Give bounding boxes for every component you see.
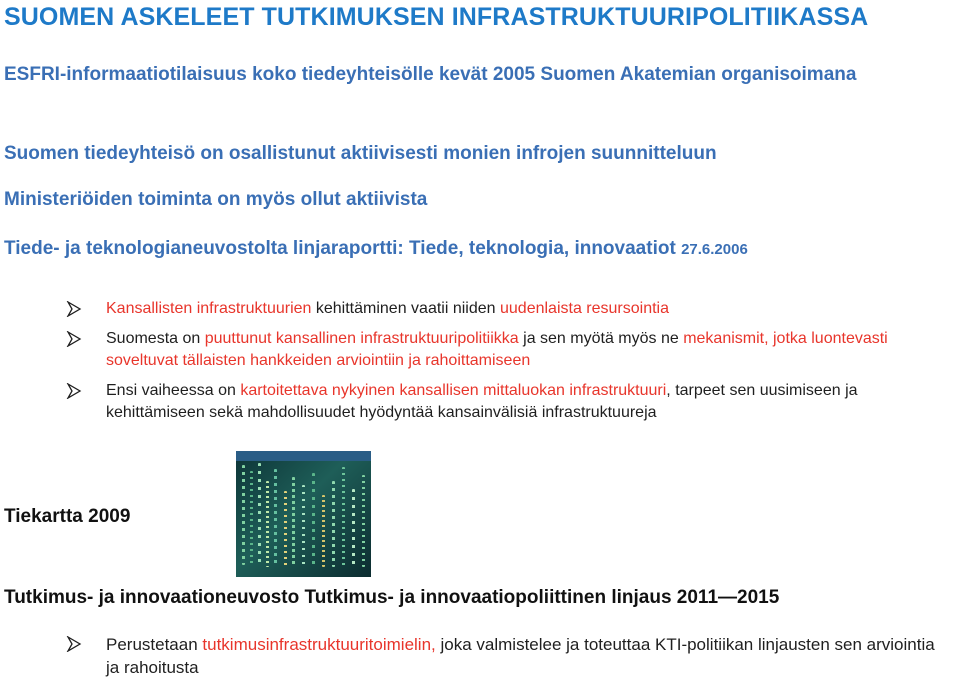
bullet-text — [106, 330, 888, 369]
arrowhead-bullet-icon — [66, 331, 82, 347]
list-item — [66, 328, 946, 372]
research-policy-heading: Tutkimus- ja innovaationeuvosto Tutkimus- ja innovaatiopoliittinen linjaus 2011—2015 — [4, 587, 780, 608]
bullet-text — [106, 300, 669, 317]
esfri-line: ESFRI-informaatiotilaisuus koko tiedeyhteisölle kevät 2005 Suomen Akatemian organisoimana — [4, 64, 857, 85]
bottom-bullet-list — [66, 633, 946, 687]
highlight-text: puuttunut kansallinen infrastruktuuripolitiikka — [204, 330, 519, 347]
bullet-list — [66, 298, 946, 432]
highlight-text: mekanismit, jotka luontevasti soveltuvat tällaisten hankkeiden arviointiin ja rahoittamiseen — [106, 330, 888, 369]
list-item — [66, 633, 946, 679]
plain-text: Perustetaan — [106, 635, 203, 654]
bullet-text — [106, 382, 858, 421]
report-line — [4, 236, 954, 263]
plain-text: , tarpeet sen uusimiseen ja kehittämiseen sekä mahdollisuudet hyödyntää kansainvälisiä infrastruktuureja — [106, 382, 858, 421]
report-date: 27.6.2006 — [681, 241, 748, 258]
bullet-text — [106, 635, 935, 677]
arrowhead-bullet-icon — [66, 383, 82, 399]
ministries-line: Ministeriöiden toiminta on myös ollut aktiivista — [4, 189, 428, 210]
plain-text: ja sen myötä myös ne — [518, 330, 684, 347]
plain-text: joka valmistelee ja toteuttaa KTI-politiikan linjausten sen arviointia ja rahoitusta — [106, 635, 935, 677]
highlight-text: Kansallisten infrastruktuurien — [106, 300, 312, 317]
list-item — [66, 380, 946, 424]
report-text: Tiede- ja teknologianeuvostolta linjaraportti: Tiede, teknologia, innovaatiot — [4, 238, 682, 259]
highlight-text: tutkimusinfrastruktuuritoimielin, — [202, 635, 436, 654]
highlight-text: uudenlaista resursointia — [500, 300, 669, 317]
roadmap-report-cover-image — [236, 451, 371, 577]
highlight-text: kartoitettava nykyinen kansallisen mittaluokan infrastruktuuri — [240, 382, 667, 399]
page-title: SUOMEN ASKELEET TUTKIMUKSEN INFRASTRUKTUURIPOLITIIKASSA — [4, 3, 869, 31]
roadmap-heading: Tiekartta 2009 — [4, 506, 131, 527]
participation-line: Suomen tiedeyhteisö on osallistunut aktiivisesti monien infrojen suunnitteluun — [4, 143, 717, 164]
plain-text: Ensi vaiheessa on — [106, 382, 241, 399]
arrowhead-bullet-icon — [66, 301, 82, 317]
plain-text: kehittäminen vaatii niiden — [311, 300, 500, 317]
cover-header-bar — [236, 451, 371, 461]
arrowhead-bullet-icon — [66, 636, 82, 652]
plain-text: Suomesta on — [106, 330, 205, 347]
list-item — [66, 298, 946, 320]
